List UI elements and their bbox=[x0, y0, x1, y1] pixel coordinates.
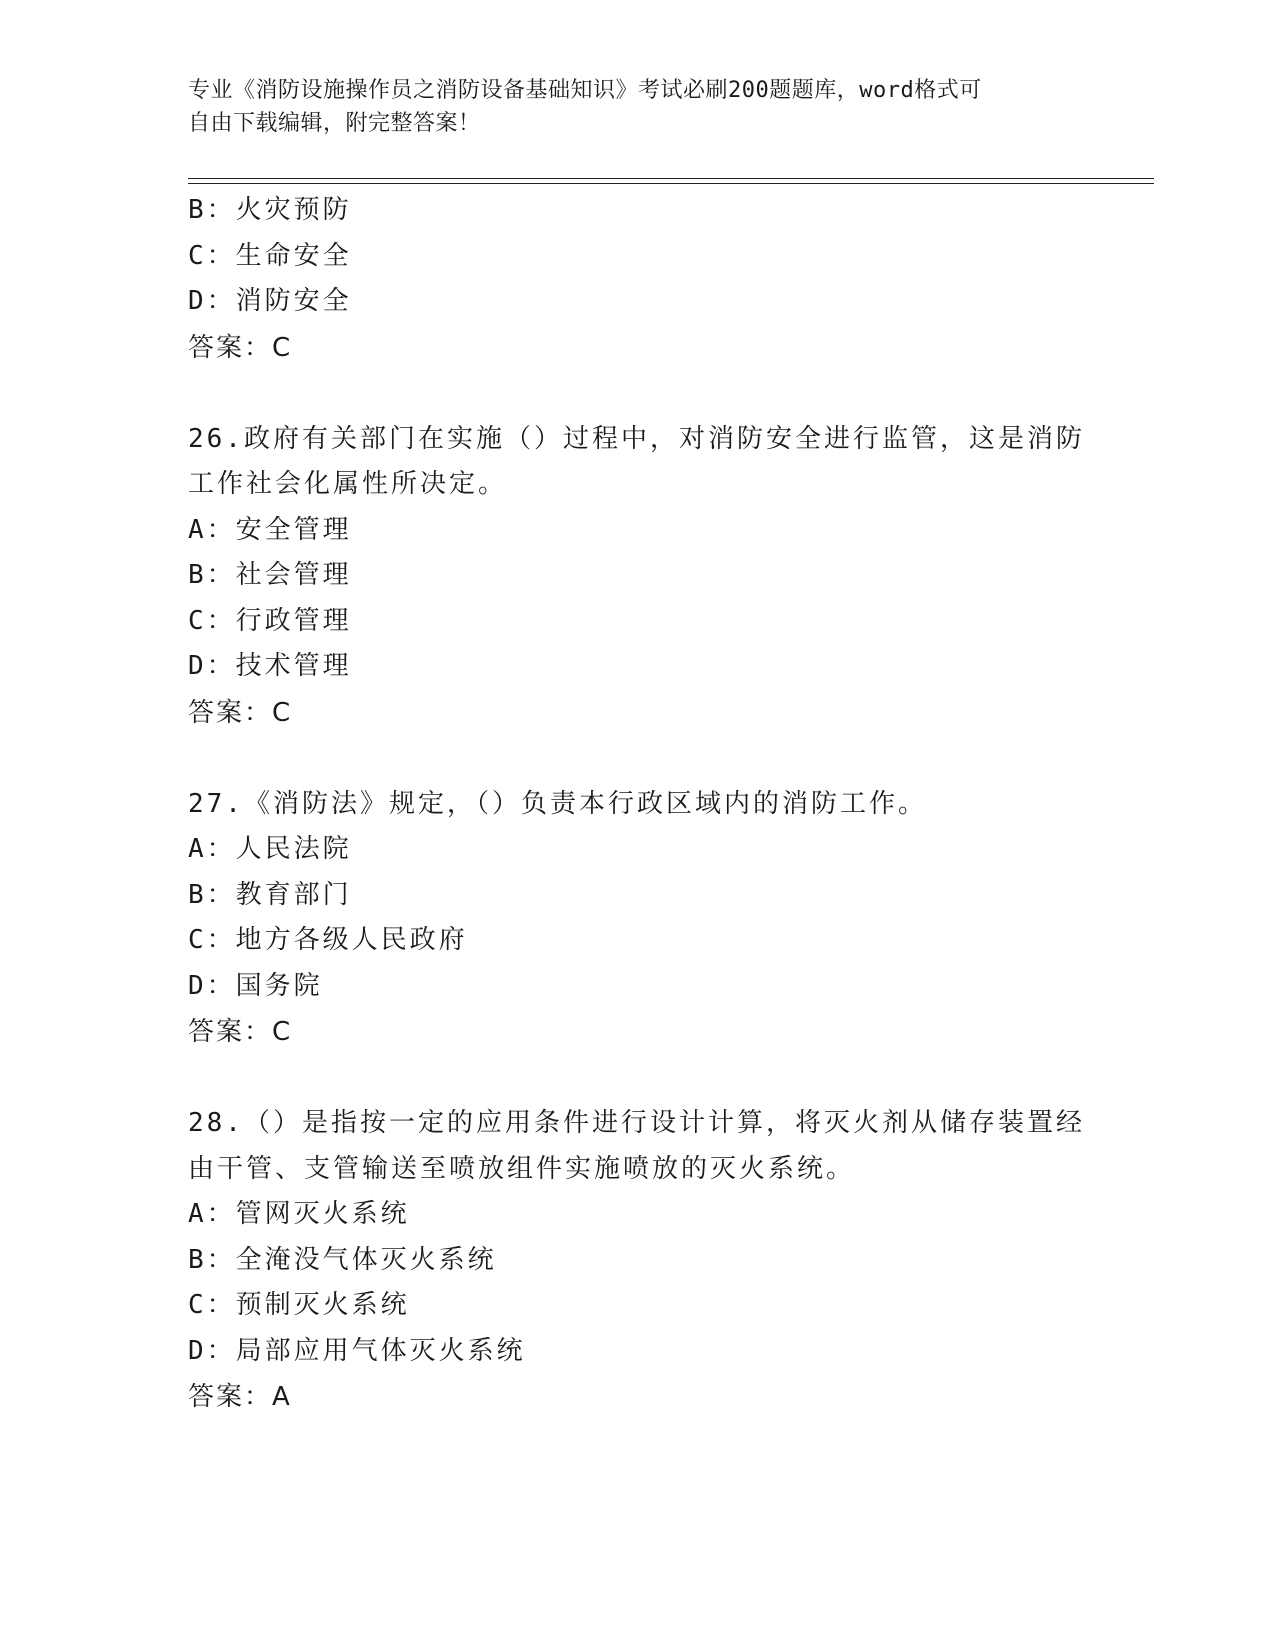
option-d: D：消防安全 bbox=[188, 286, 352, 316]
option-c: C：地方各级人民政府 bbox=[188, 925, 468, 955]
header-line-2: 自由下载编辑，附完整答案！ bbox=[188, 111, 481, 136]
question-27 bbox=[188, 782, 1088, 1056]
spacer bbox=[188, 371, 1088, 417]
option-d: D：技术管理 bbox=[188, 651, 352, 681]
question-text-line-1: 27.《消防法》规定，（）负责本行政区域内的消防工作。 bbox=[188, 788, 927, 819]
answer: 答案：A bbox=[188, 1382, 292, 1412]
option-a: A：人民法院 bbox=[188, 834, 352, 864]
spacer bbox=[188, 736, 1088, 782]
question-text-line-1: 28.（）是指按一定的应用条件进行设计计算，将灭火剂从储存装置经 bbox=[188, 1108, 1085, 1138]
question-26 bbox=[188, 417, 1088, 736]
header-rule-bottom bbox=[188, 183, 1154, 184]
answer: 答案：C bbox=[188, 697, 293, 728]
option-a: A：管网灭火系统 bbox=[188, 1199, 410, 1229]
option-b: B：火灾预防 bbox=[188, 195, 352, 225]
question-text-line-2: 由干管、支管输送至喷放组件实施喷放的灭火系统。 bbox=[188, 1153, 856, 1184]
document-header bbox=[188, 74, 1068, 140]
answer: 答案：C bbox=[188, 332, 293, 363]
spacer bbox=[188, 1055, 1088, 1101]
option-c: C：行政管理 bbox=[188, 605, 352, 636]
option-d: D：局部应用气体灭火系统 bbox=[188, 1335, 526, 1366]
question-28 bbox=[188, 1101, 1088, 1420]
option-a: A：安全管理 bbox=[188, 514, 352, 545]
option-d: D：国务院 bbox=[188, 970, 323, 1001]
header-line-1: 专业《消防设施操作员之消防设备基础知识》考试必刷200题题库，word格式可 bbox=[188, 78, 982, 103]
option-c: C：预制灭火系统 bbox=[188, 1290, 410, 1320]
option-b: B：社会管理 bbox=[188, 560, 352, 590]
option-b: B：全淹没气体灭火系统 bbox=[188, 1244, 497, 1275]
question-25-fragment bbox=[188, 188, 1088, 371]
header-rule-top bbox=[188, 178, 1154, 179]
option-b: B：教育部门 bbox=[188, 879, 352, 910]
question-text-line-1: 26.政府有关部门在实施（）过程中，对消防安全进行监管，这是消防 bbox=[188, 423, 1085, 454]
question-text-line-2: 工作社会化属性所决定。 bbox=[188, 469, 508, 499]
answer: 答案：C bbox=[188, 1017, 293, 1047]
question-list bbox=[188, 188, 1088, 1420]
option-c: C：生命安全 bbox=[188, 240, 352, 271]
